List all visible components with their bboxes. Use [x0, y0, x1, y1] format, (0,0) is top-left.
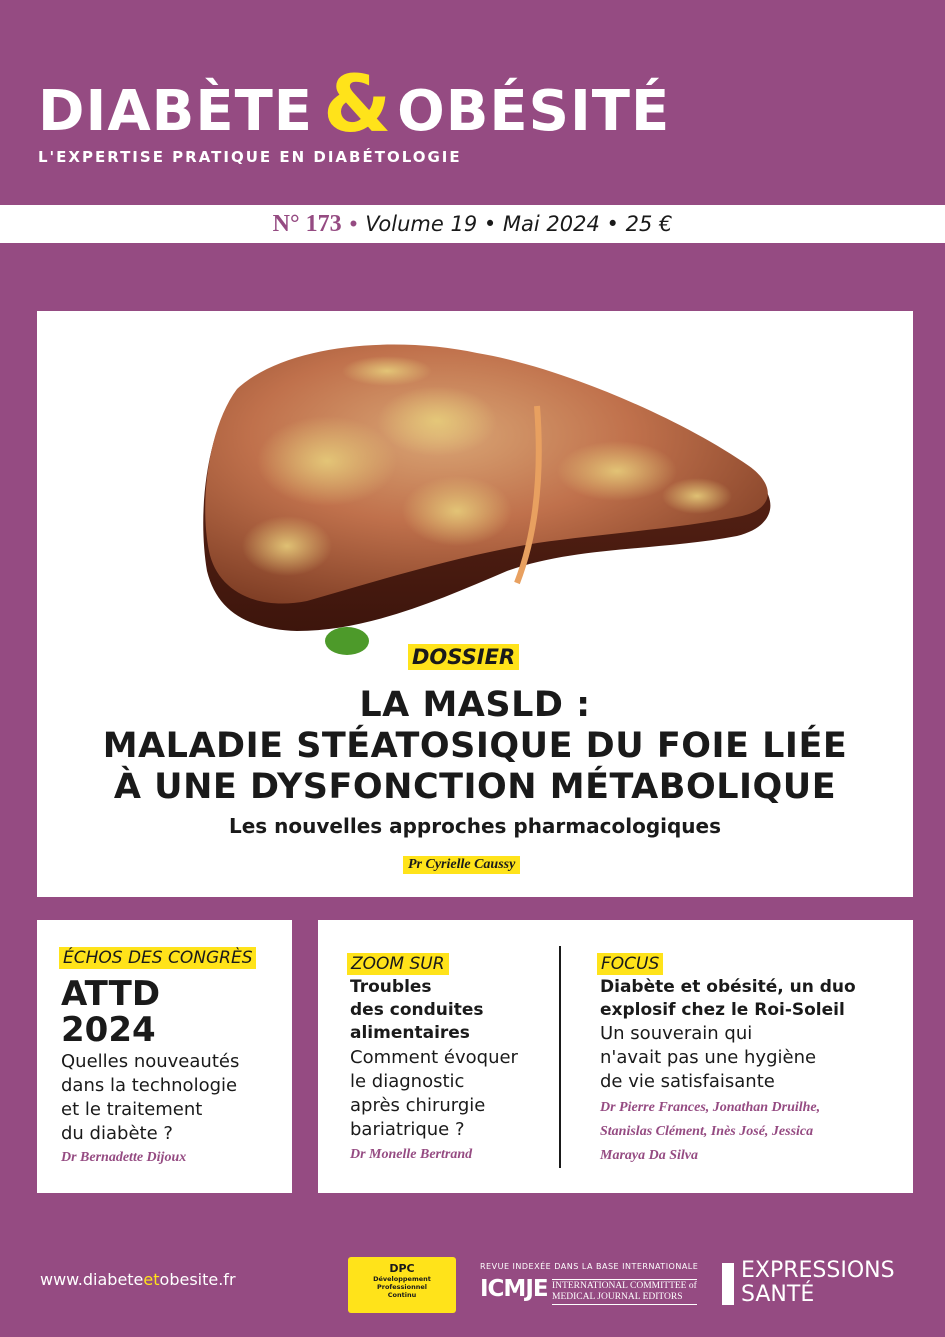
dossier-title-line: LA MASLD :	[359, 685, 591, 725]
issue-info-bar	[0, 205, 945, 243]
focus-title-line: Diabète et obésité, un duo	[600, 977, 856, 997]
issue-details: Volume 19 • Mai 2024 • 25 €	[365, 212, 673, 236]
focus-tag: FOCUS	[597, 953, 663, 975]
dpc-line: Professionnel	[377, 1283, 427, 1291]
dpc-line: Continu	[387, 1291, 417, 1299]
focus-title	[600, 976, 856, 1022]
zoom-focus-panel	[318, 920, 913, 1193]
zoom-title-line: des conduites	[350, 1000, 484, 1020]
echos-tag: ÉCHOS DES CONGRÈS	[59, 947, 256, 969]
focus-body-line: n'avait pas une hygiène	[600, 1047, 817, 1068]
publisher-line: EXPRESSIONS	[741, 1258, 895, 1283]
issue-number: N° 173	[272, 210, 342, 237]
zoom-title-line: alimentaires	[350, 1023, 470, 1043]
dossier-tag: DOSSIER	[408, 644, 519, 670]
url-suffix: obesite.fr	[159, 1270, 236, 1289]
focus-authors	[600, 1096, 820, 1168]
title-word-obesite: OBÉSITÉ	[397, 79, 671, 144]
echos-panel	[37, 920, 292, 1193]
icmje-intro: REVUE INDEXÉE DANS LA BASE INTERNATIONALE	[480, 1262, 699, 1271]
dossier-author: Pr Cyrielle Caussy	[403, 856, 520, 874]
dossier-title	[37, 685, 913, 808]
focus-author-line: Dr Pierre Frances, Jonathan Druilhe,	[600, 1100, 821, 1115]
echos-body-line: et le traitement	[61, 1099, 203, 1120]
zoom-body-line: après chirurgie	[350, 1095, 486, 1116]
focus-author-line: Maraya Da Silva	[600, 1148, 698, 1163]
dossier-panel	[37, 311, 913, 897]
website-link[interactable]	[40, 1270, 236, 1289]
echos-body	[61, 1050, 239, 1146]
zoom-title	[350, 976, 483, 1045]
zoom-tag: ZOOM SUR	[347, 953, 449, 975]
focus-body	[600, 1022, 816, 1094]
publisher-logo-bar	[722, 1263, 734, 1305]
echos-title	[61, 976, 160, 1048]
publisher-logo	[741, 1259, 895, 1307]
echos-body-line: du diabète ?	[61, 1123, 173, 1144]
dpc-logo	[348, 1257, 456, 1313]
zoom-author: Dr Monelle Bertrand	[350, 1147, 473, 1162]
icmje-fullname-line: MEDICAL JOURNAL EDITORS	[552, 1292, 683, 1302]
focus-body-line: Un souverain qui	[600, 1023, 753, 1044]
focus-author-line: Stanislas Clément, Inès José, Jessica	[600, 1124, 814, 1139]
url-prefix: www.diabete	[40, 1270, 144, 1289]
echos-title-line: 2024	[61, 1010, 156, 1050]
journal-tagline: L'EXPERTISE PRATIQUE EN DIABÉTOLOGIE	[38, 148, 462, 166]
title-ampersand: &	[323, 60, 392, 150]
liver-illustration	[37, 311, 913, 671]
focus-title-line: explosif chez le Roi-Soleil	[600, 1000, 845, 1020]
zoom-title-line: Troubles	[350, 977, 432, 997]
icmje-logo: ICMJE	[480, 1276, 548, 1302]
zoom-body-line: bariatrique ?	[350, 1119, 465, 1140]
echos-body-line: Quelles nouveautés	[61, 1051, 240, 1072]
icmje-fullname-line: INTERNATIONAL COMMITTEE of	[552, 1281, 697, 1291]
column-divider	[559, 946, 561, 1168]
publisher-line: SANTÉ	[741, 1282, 815, 1307]
dpc-line: Développement	[373, 1275, 431, 1283]
issue-separator: •	[349, 211, 358, 236]
title-word-diabete: DIABÈTE	[38, 79, 314, 144]
zoom-body-line: le diagnostic	[350, 1071, 465, 1092]
url-et: et	[143, 1270, 160, 1289]
echos-body-line: dans la technologie	[61, 1075, 238, 1096]
icmje-fullname	[552, 1279, 697, 1305]
echos-title-line: ATTD	[61, 974, 161, 1014]
dpc-title: DPC	[389, 1262, 415, 1275]
journal-title	[38, 58, 671, 150]
dossier-subtitle: Les nouvelles approches pharmacologiques	[228, 814, 722, 838]
dossier-title-line: À UNE DYSFONCTION MÉTABOLIQUE	[113, 767, 837, 807]
echos-author: Dr Bernadette Dijoux	[61, 1150, 187, 1165]
dossier-title-line: MALADIE STÉATOSIQUE DU FOIE LIÉE	[102, 726, 848, 766]
zoom-body-line: Comment évoquer	[350, 1047, 518, 1068]
focus-body-line: de vie satisfaisante	[600, 1071, 775, 1092]
zoom-body	[350, 1046, 518, 1142]
